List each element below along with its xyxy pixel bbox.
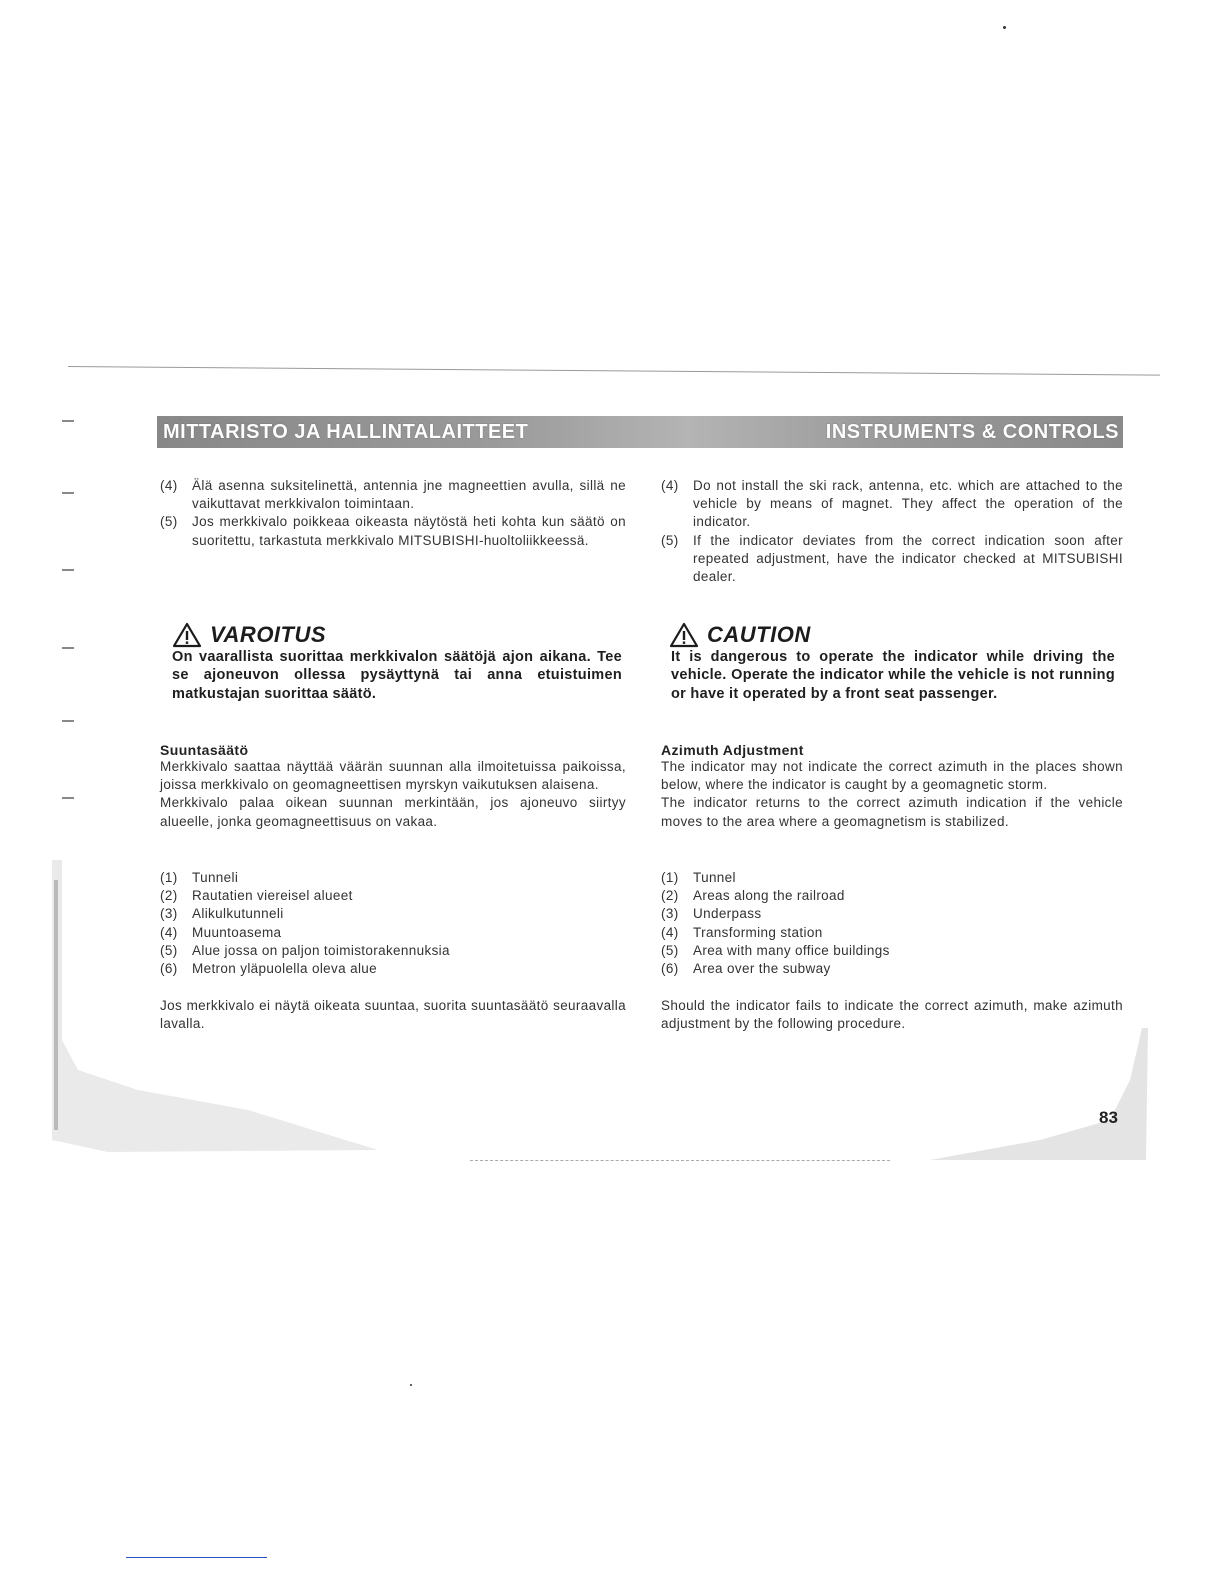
- section-heading: Azimuth Adjustment: [661, 742, 804, 758]
- item-text: Areas along the railroad: [693, 888, 845, 904]
- item-number: (5): [160, 514, 178, 530]
- top-divider: [68, 366, 1160, 376]
- binding-mark: [62, 720, 74, 722]
- paragraph: Merkkivalo palaa oikean suunnan merkintään, jos ajoneuvo siirtyy alueelle, jonka geomagneettisuus on vakaa.: [160, 795, 626, 829]
- item-number: (6): [160, 961, 178, 977]
- bottom-divider: [470, 1160, 890, 1161]
- item-text: Alikulkutunneli: [192, 906, 284, 922]
- item-text: Tunneli: [192, 870, 239, 885]
- binding-mark: [62, 492, 74, 494]
- binding-mark: [62, 569, 74, 571]
- caution-text: It is dangerous to operate the indicator while driving the vehicle. Operate the indicator while the vehicle is not running or have it operated by a front seat passenger.: [671, 649, 1115, 702]
- item-number: (6): [661, 961, 679, 977]
- caution-label: CAUTION: [707, 622, 811, 647]
- page-number: 83: [1099, 1108, 1118, 1127]
- header-title-english: INSTRUMENTS & CONTROLS: [825, 420, 1119, 443]
- scan-speck: [1003, 26, 1006, 29]
- paragraph: The indicator returns to the correct azimuth indication if the vehicle moves to the area where a geomagnetism is stabilized.: [661, 795, 1123, 829]
- warning-text: On vaarallista suorittaa merkkivalon säätöjä ajon aikana. Tee se ajoneuvon ollessa pysäyttynä tai anna etuistuimen matkustajan suorittaa säätö.: [172, 649, 622, 702]
- list-item: [661, 960, 1123, 978]
- list-item: [160, 960, 626, 978]
- item-number: (3): [661, 906, 679, 922]
- list-item: [160, 869, 626, 887]
- scan-speck: [410, 1384, 412, 1386]
- warning-triangle-icon: [669, 622, 699, 648]
- item-text: Metron yläpuolella oleva alue: [192, 961, 378, 977]
- warning-triangle-icon: [172, 622, 202, 648]
- item-number: (4): [661, 924, 679, 940]
- item-text: Area over the subway: [693, 961, 831, 977]
- item-text: Rautatien viereisel alueet: [192, 888, 353, 904]
- english-place-list: [661, 869, 1123, 978]
- item-text: Alue jossa on paljon toimistorakennuksia: [192, 942, 450, 958]
- item-number: (2): [160, 888, 178, 904]
- section-header-bar: [157, 416, 1123, 448]
- list-item: [160, 513, 626, 549]
- item-text: If the indicator deviates from the correct indication soon after repeated adjustment, have the indicator checked at MITSUBISHI dealer.: [693, 532, 1123, 585]
- item-number: (3): [160, 906, 178, 922]
- english-notes: [661, 477, 1123, 586]
- item-number: (5): [661, 532, 679, 548]
- paragraph: Should the indicator fails to indicate the correct azimuth, make azimuth adjustment by the following procedure.: [661, 998, 1123, 1032]
- item-number: (4): [160, 924, 178, 940]
- warning-label: VAROITUS: [210, 622, 327, 647]
- list-item: [160, 905, 626, 923]
- binding-mark: [62, 420, 74, 422]
- item-number: (1): [160, 870, 178, 885]
- item-text: Do not install the ski rack, antenna, etc. which are attached to the vehicle by means of magnet. They affect the operation of the indicator.: [693, 478, 1123, 530]
- item-number: (1): [661, 870, 679, 885]
- list-item: [160, 887, 626, 905]
- list-item: [661, 942, 1123, 960]
- finnish-warning: [160, 622, 626, 703]
- item-number: (4): [661, 478, 679, 493]
- paragraph: The indicator may not indicate the correct azimuth in the places shown below, where the indicator is caught by a geomagnetic storm.: [661, 759, 1123, 793]
- item-text: Tunnel: [693, 870, 736, 885]
- list-item: [661, 477, 1123, 532]
- paragraph: Jos merkkivalo ei näytä oikeata suuntaa, suorita suuntasäätö seuraavalla lavalla.: [160, 998, 626, 1032]
- list-item: [661, 924, 1123, 942]
- list-item: [160, 924, 626, 942]
- binding-mark: [62, 797, 74, 799]
- english-azimuth-section: [661, 742, 1123, 831]
- list-item: [661, 887, 1123, 905]
- finnish-azimuth-section: [160, 742, 626, 831]
- header-title-finnish: MITTARISTO JA HALLINTALAITTEET: [163, 420, 529, 443]
- item-number: (4): [160, 478, 178, 493]
- english-closing: [661, 997, 1123, 1033]
- footer-underline: [126, 1557, 267, 1558]
- scan-shadow-right: [920, 1020, 1150, 1170]
- list-item: [661, 532, 1123, 587]
- paragraph: Merkkivalo saattaa näyttää väärän suunnan alla ilmoitetuissa paikoissa, joissa merkkivalo on geomagneettisen myrskyn vaikutuksen alaisena.: [160, 759, 626, 793]
- item-number: (2): [661, 888, 679, 904]
- item-text: Transforming station: [693, 924, 823, 940]
- list-item: [661, 905, 1123, 923]
- list-item: [160, 942, 626, 960]
- finnish-notes: [160, 477, 626, 550]
- item-number: (5): [160, 942, 178, 958]
- finnish-place-list: [160, 869, 626, 978]
- finnish-closing: [160, 997, 626, 1033]
- item-text: Underpass: [693, 906, 762, 922]
- english-caution: [661, 622, 1123, 703]
- list-item: [160, 477, 626, 513]
- item-text: Muuntoasema: [192, 924, 282, 940]
- list-item: [661, 869, 1123, 887]
- binding-mark: [62, 647, 74, 649]
- section-heading: Suuntasäätö: [160, 742, 249, 758]
- item-text: Älä asenna suksitelinettä, antennia jne magneettien avulla, sillä ne vaikuttavat merkkivalon toimintaan.: [192, 478, 626, 512]
- item-text: Area with many office buildings: [693, 942, 890, 958]
- item-text: Jos merkkivalo poikkeaa oikeasta näytöstä heti kohta kun säätö on suoritettu, tarkastuta merkkivalo MITSUBISHI-huoltoliikkeessä.: [192, 514, 626, 548]
- item-number: (5): [661, 942, 679, 958]
